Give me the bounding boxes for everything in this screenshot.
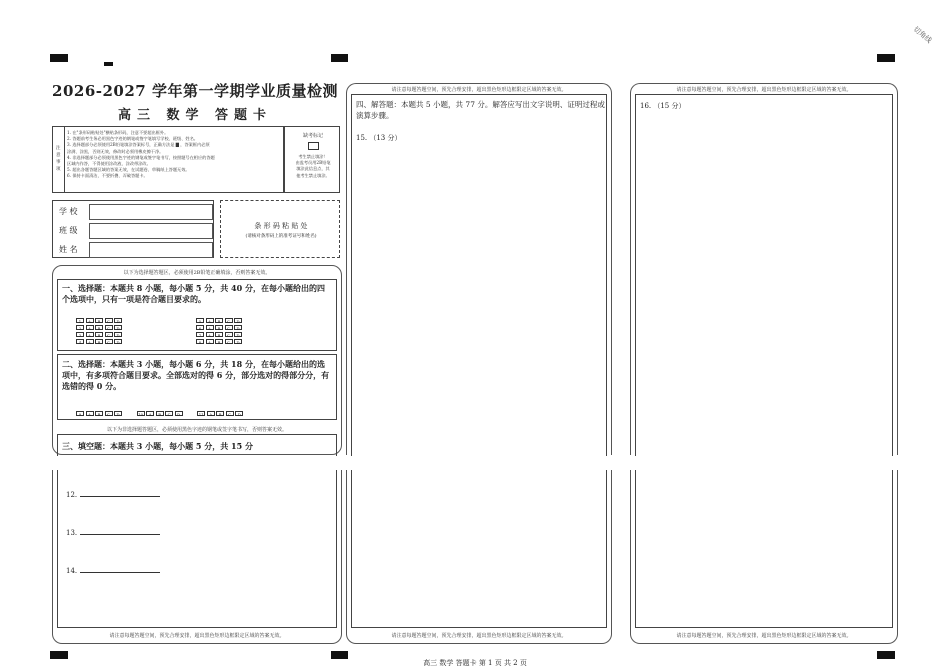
right-answer-area[interactable] xyxy=(630,83,898,455)
option-d[interactable]: D xyxy=(175,411,183,416)
option-c[interactable]: C xyxy=(225,339,233,344)
option-b[interactable]: B xyxy=(95,411,103,416)
answer-line-12[interactable]: 12. xyxy=(66,490,160,499)
barcode-hint: (请核对条形码上的准考证号和姓名) xyxy=(245,234,317,239)
answer-row-7: 7 A B C D xyxy=(196,324,244,331)
school-input[interactable] xyxy=(89,204,213,220)
section3-box-top xyxy=(57,434,337,456)
middle-answer-area-lower[interactable] xyxy=(346,470,612,644)
option-a[interactable]: A xyxy=(86,339,94,344)
note-item: 5. 超出各题答题区域的答案无效，在试题卷、草稿纸上答题无效。 xyxy=(67,167,190,173)
option-c[interactable]: C xyxy=(105,325,113,330)
section3-box xyxy=(57,470,337,628)
choice-notice: 以下为选择题答题区，必须使用2B铅笔正确填涂，否则答案无效。 xyxy=(123,270,271,276)
option-c[interactable]: C xyxy=(105,339,113,344)
area-notice-top: 请注意每题答题空间，预先合理安排，超出黑色矩形边框限定区域的答案无效。 xyxy=(391,87,567,93)
note-item: 2. 答题前考生务必用黑色字迹的钢笔或签字笔填写学校、班级、姓名。 xyxy=(67,136,198,142)
nonchoice-notice: 以下为非选择题答题区，必须使用黑色字迹的钢笔或签字笔书写，否则答案无效。 xyxy=(106,427,287,433)
section1-answers-left xyxy=(76,310,124,345)
notes-list xyxy=(67,130,283,180)
absent-instructions: 考生禁止填涂！ 由监考员用2B铅笔 填涂此信息点，其 他考生禁止填涂。 xyxy=(295,154,331,178)
absent-mark-box xyxy=(284,126,340,193)
section1-answers-right xyxy=(196,310,244,345)
barcode-title: 条 形 码 粘 贴 处 xyxy=(254,222,308,230)
section1-box xyxy=(57,279,337,351)
fill-blank-area xyxy=(52,470,342,644)
option-b[interactable]: B xyxy=(95,332,103,337)
middle-answer-area xyxy=(346,83,612,455)
option-b[interactable]: B xyxy=(215,339,223,344)
option-c[interactable]: C xyxy=(225,318,233,323)
option-b[interactable]: B xyxy=(95,339,103,344)
option-d[interactable]: D xyxy=(114,332,122,337)
answer-line-14[interactable]: 14. xyxy=(66,566,160,575)
alignment-mark xyxy=(877,651,895,659)
absent-title: 缺考标记 xyxy=(302,133,323,139)
option-a[interactable]: A xyxy=(206,325,214,330)
option-a[interactable]: A xyxy=(146,411,154,416)
area-notice-bottom: 请注意每题答题空间，预先合理安排，超出黑色矩形边框限定区域的答案无效。 xyxy=(676,633,852,639)
school-label: 学 校 xyxy=(59,207,78,216)
option-a[interactable]: A xyxy=(86,411,94,416)
option-d[interactable]: D xyxy=(114,318,122,323)
area-notice-bottom: 请注意每题答题空间，预先合理安排，超出黑色矩形边框限定区域的答案无效。 xyxy=(391,633,567,639)
option-c[interactable]: C xyxy=(105,318,113,323)
name-label: 姓 名 xyxy=(59,245,78,254)
option-d[interactable]: D xyxy=(234,339,242,344)
option-a[interactable]: A xyxy=(86,325,94,330)
answer-row-1: 1 A B C D xyxy=(76,310,124,317)
option-b[interactable]: B xyxy=(95,325,103,330)
option-d[interactable]: D xyxy=(234,325,242,330)
alignment-mark xyxy=(877,54,895,62)
option-d[interactable]: D xyxy=(235,411,243,416)
option-d[interactable]: D xyxy=(234,318,242,323)
note-item: 区域内作答，不得使用涂改液、涂改带涂改。 xyxy=(67,161,151,167)
notes-box xyxy=(52,126,284,193)
student-info-box xyxy=(52,200,214,258)
option-b[interactable]: B xyxy=(215,332,223,337)
absent-checkbox[interactable] xyxy=(308,142,319,150)
option-d[interactable]: D xyxy=(114,339,122,344)
section3-head: 三、填空题：本题共 3 小题，每小题 5 分，共 15 分 xyxy=(62,441,253,451)
notes-label: 注意事项 xyxy=(56,146,61,172)
section4-box-right-lower xyxy=(635,470,893,628)
option-d[interactable]: D xyxy=(114,325,122,330)
barcode-area xyxy=(220,200,340,258)
answer-row-6: 6 A B C D xyxy=(196,317,244,324)
option-a[interactable]: A xyxy=(206,332,214,337)
section4-head: 四、解答题：本题共 5 小题，共 77 分。解答应写出文字说明、证明过程或演算步骤。 xyxy=(356,100,605,120)
page-footer: 高三 数学 答题卡 第 1 页 共 2 页 xyxy=(423,659,527,667)
option-d[interactable]: D xyxy=(114,411,122,416)
note-item: 涂满、涂黑，否则无效，修改时必须用橡皮擦干净。 xyxy=(67,148,164,154)
right-answer-area-lower[interactable] xyxy=(630,470,898,644)
page-title: 2026-2027 学年第一学期学业质量检测 xyxy=(52,82,338,100)
option-b[interactable]: B xyxy=(156,411,164,416)
option-b[interactable]: B xyxy=(215,318,223,323)
answer-line-13[interactable]: 13. xyxy=(66,528,160,537)
section1-head: 一、选择题：本题共 8 小题，每小题 5 分，共 40 分，在每小题给出的四个选项中，只有一项是符合题目要求的。 xyxy=(62,283,325,304)
option-c[interactable]: C xyxy=(105,411,113,416)
option-c[interactable]: C xyxy=(225,325,233,330)
alignment-mark xyxy=(50,54,68,62)
option-a[interactable]: A xyxy=(207,411,215,416)
section2-box xyxy=(57,354,337,420)
answer-row-8: 8 A B C D xyxy=(196,331,244,338)
question-16: 16. （15 分） xyxy=(640,102,686,110)
option-a[interactable]: A xyxy=(206,339,214,344)
answer-row-4: 4 A B C D xyxy=(76,331,124,338)
option-b[interactable]: B xyxy=(216,411,224,416)
option-a[interactable]: A xyxy=(206,318,214,323)
class-label: 班 级 xyxy=(59,226,78,235)
option-c[interactable]: C xyxy=(226,411,234,416)
class-input[interactable] xyxy=(89,223,213,239)
option-c[interactable]: C xyxy=(105,332,113,337)
alignment-mark xyxy=(104,62,113,66)
option-b[interactable]: B xyxy=(95,318,103,323)
option-a[interactable]: A xyxy=(86,332,94,337)
answer-row-5: 5 A B C D xyxy=(196,310,244,317)
alignment-mark xyxy=(331,651,348,659)
question-15: 15. （13 分） xyxy=(356,134,402,142)
section4-box-lower xyxy=(351,470,607,628)
section2-head: 二、选择题：本题共 3 小题，每小题 6 分，共 18 分，在每小题给出的选项中，有多项符合题目要求。全部选对的得 6 分，部分选对的得部分分，有选错的得 0 分。 xyxy=(62,359,330,391)
note-item: 4. 非选择题部分必须使用黑色字迹的钢笔或签字笔书写，按照题号在相应的答题 xyxy=(67,154,215,160)
corner-cut-stamp: 切角线 xyxy=(911,25,934,45)
section4-box xyxy=(351,94,607,456)
note-item: 1. 在"条形码粘贴处"横贴条形码，注意不要超出框外。 xyxy=(67,130,169,135)
area-notice-top: 请注意每题答题空间，预先合理安排，超出黑色矩形边框限定区域的答案无效。 xyxy=(676,87,852,93)
name-input[interactable] xyxy=(89,242,213,258)
answer-row-2: 2 A B C D xyxy=(76,317,124,324)
alignment-mark xyxy=(50,651,68,659)
note-item: 3. 选择题部分必须使用2B铅笔填涂答案标号，正确方法是 ▇ ，答案框内必须 xyxy=(67,142,210,148)
section2-answers: 9 A B C D 10 A B C D 11 A B C D xyxy=(76,403,245,422)
option-a[interactable]: A xyxy=(86,318,94,323)
option-c[interactable]: C xyxy=(225,332,233,337)
option-b[interactable]: B xyxy=(215,325,223,330)
alignment-mark xyxy=(331,54,348,62)
option-c[interactable]: C xyxy=(165,411,173,416)
answer-row-3: 3 A B C D xyxy=(76,324,124,331)
note-item: 6. 保持卡面清洁，不要折叠、弄破答题卡。 xyxy=(67,173,148,179)
option-d[interactable]: D xyxy=(234,332,242,337)
choice-area xyxy=(52,265,342,455)
area-notice: 请注意每题答题空间，预先合理安排，超出黑色矩形边框限定区域的答案无效。 xyxy=(109,633,285,639)
page-subtitle: 高三 数学 答题卡 xyxy=(117,108,273,123)
section4-box-right xyxy=(635,94,893,456)
